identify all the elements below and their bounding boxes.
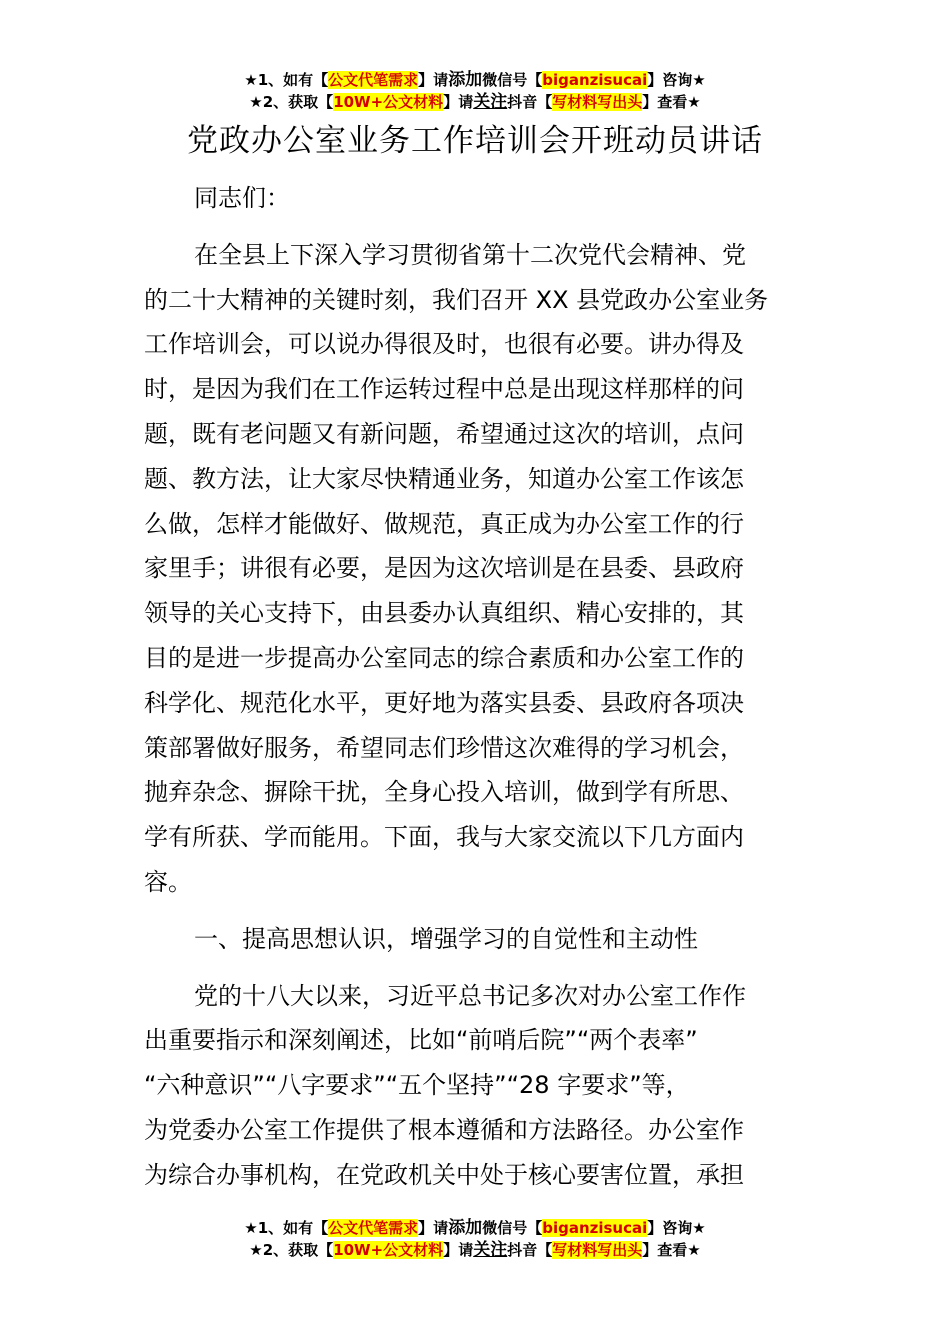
text-line: “六种意识”“八字要求”“五个坚持”“28 字要求”等，: [144, 1071, 690, 1100]
text-line: 工作培训会，可以说办得很及时，也很有必要。讲办得及: [144, 330, 744, 359]
promo-highlight: 10W+公文材料: [333, 1241, 444, 1259]
text-line: 出重要指示和深刻阐述，比如“前哨后院”“两个表率”: [144, 1026, 698, 1055]
promo-wechat-id: biganzisucai: [542, 71, 648, 89]
text-line: 领导的关心支持下，由县委办认真组织、精心安排的，其: [144, 599, 744, 628]
promo-highlight: 公文代笔需求: [328, 71, 419, 89]
promo-line-1: ★1、如有【公文代笔需求】请添加微信号【biganzisucai】咨询★: [244, 1218, 706, 1238]
promo-douyin-id: 写材料写出头: [552, 1241, 643, 1259]
promo-line-1: ★1、如有【公文代笔需求】请添加微信号【biganzisucai】咨询★: [244, 70, 706, 90]
promo-line-2: ★2、获取【10W+公文材料】请关注抖音【写材料写出头】查看★: [249, 92, 701, 112]
salutation: 同志们：: [194, 184, 290, 212]
paragraph-1: [144, 233, 810, 905]
text-line: 在全县上下深入学习贯彻省第十二次党代会精神、党: [194, 240, 746, 269]
text-line: 为党委办公室工作提供了根本遵循和方法路径。办公室作: [144, 1115, 744, 1144]
text-line: 题，既有老问题又有新问题，希望通过这次的培训，点问: [144, 419, 744, 448]
text-line: 目的是进一步提高办公室同志的综合素质和办公室工作的: [144, 643, 744, 672]
text-line: 的二十大精神的关键时刻，我们召开 XX 县党政办公室业务: [144, 285, 769, 314]
promo-line-2: ★2、获取【10W+公文材料】请关注抖音【写材料写出头】查看★: [249, 1240, 701, 1260]
footer-promo-banner: [0, 1217, 950, 1261]
promo-highlight: 10W+公文材料: [333, 93, 444, 111]
text-line: 学有所获、学而能用。下面，我与大家交流以下几方面内: [144, 823, 744, 852]
section-heading: 一、提高思想认识，增强学习的自觉性和主动性: [194, 924, 698, 953]
document-body: [144, 176, 810, 1198]
text-line: 党的十八大以来，习近平总书记多次对办公室工作作: [194, 981, 746, 1010]
text-line: 抛弃杂念、摒除干扰，全身心投入培训，做到学有所思、: [144, 778, 744, 807]
paragraph-2: [144, 974, 810, 1198]
text-line: 策部署做好服务，希望同志们珍惜这次难得的学习机会，: [144, 733, 744, 762]
text-line: 么做，怎样才能做好、做规范，真正成为办公室工作的行: [144, 509, 744, 538]
text-line: 容。: [144, 867, 192, 896]
text-line: 为综合办事机构，在党政机关中处于核心要害位置，承担: [144, 1160, 744, 1189]
promo-douyin-id: 写材料写出头: [552, 93, 643, 111]
text-line: 科学化、规范化水平，更好地为落实县委、县政府各项决: [144, 688, 744, 717]
promo-wechat-id: biganzisucai: [542, 1219, 648, 1237]
text-line: 时，是因为我们在工作运转过程中总是出现这样那样的问: [144, 375, 744, 404]
text-line: 题、教方法，让大家尽快精通业务，知道办公室工作该怎: [144, 464, 744, 493]
document-title: 党政办公室业务工作培训会开班动员讲话: [187, 123, 763, 159]
header-promo-banner: [0, 69, 950, 113]
promo-highlight: 公文代笔需求: [328, 1219, 419, 1237]
text-line: 家里手；讲很有必要，是因为这次培训是在县委、县政府: [144, 554, 744, 583]
